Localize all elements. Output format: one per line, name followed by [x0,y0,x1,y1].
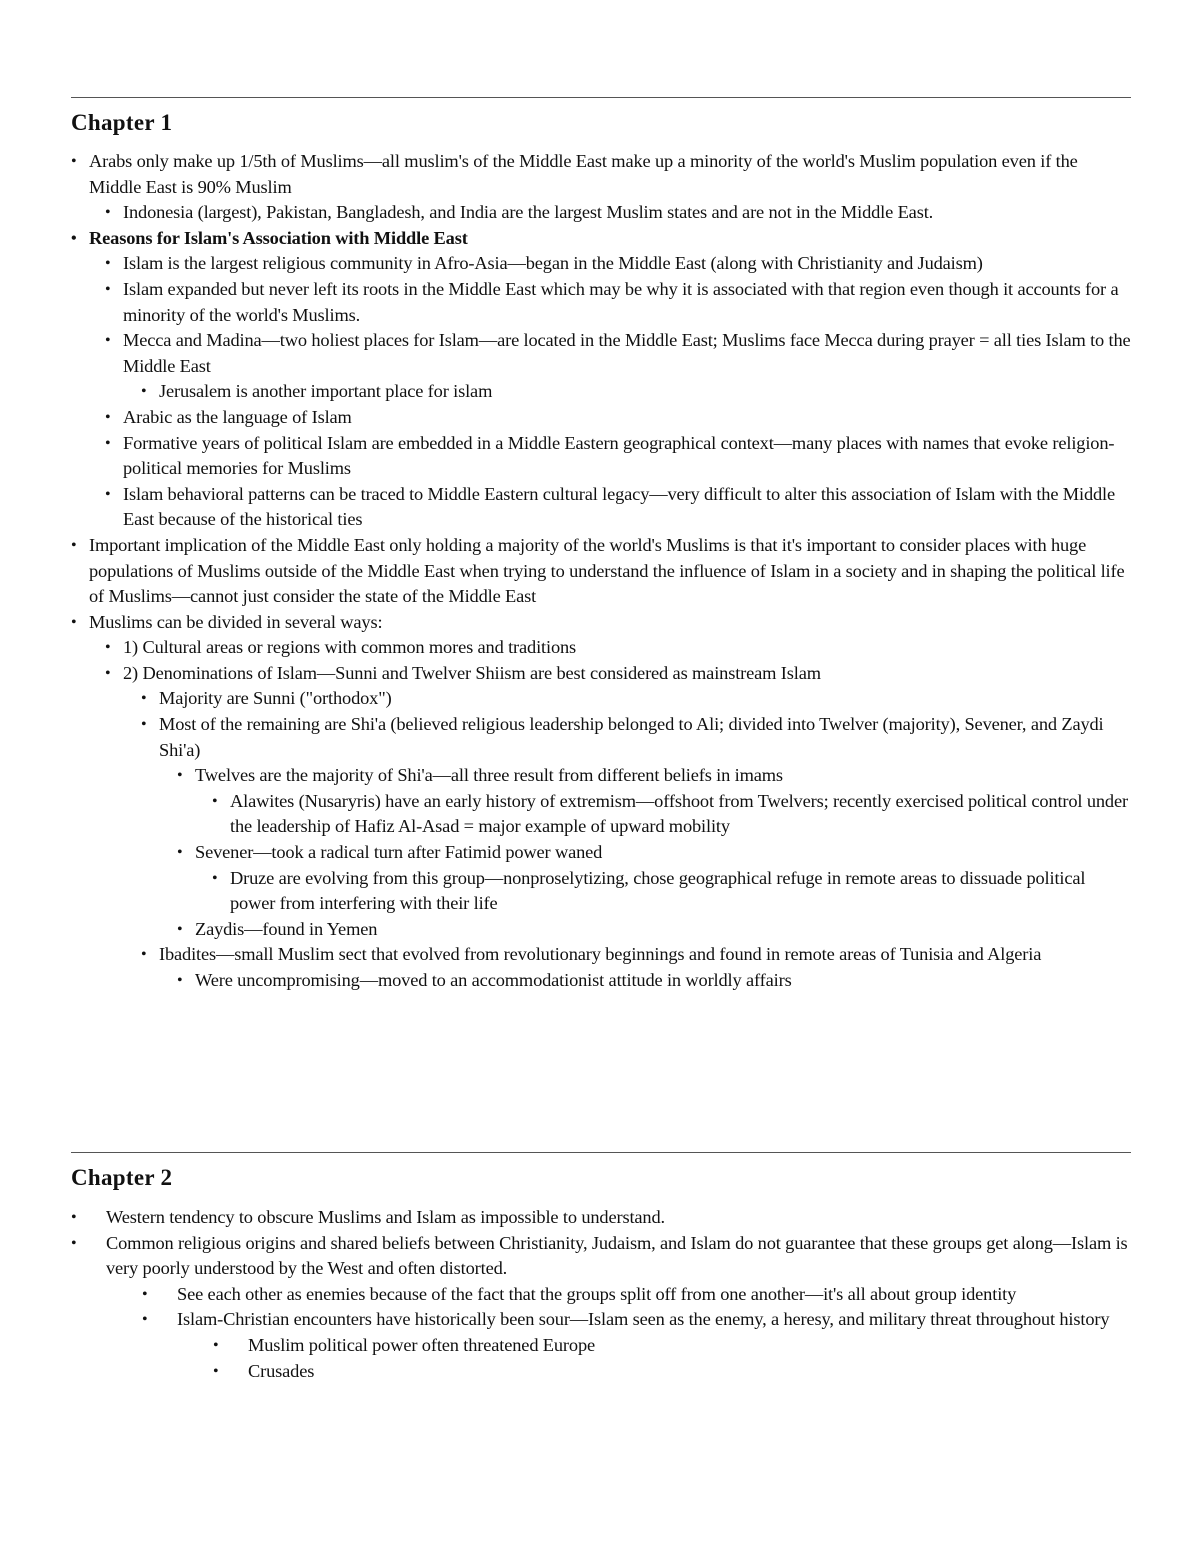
list-item: • Crusades [71,1359,1131,1385]
chapter-2-notes [71,1205,1131,1384]
list-item: • Important implication of the Middle East only holding a majority of the world's Muslims is that it's important to consider places with huge populations of Muslims outside of the Middle East when trying to understand the influence of Islam in a society and in shaping the political life of Muslims—cannot just consider the state of the Middle East [71,533,1131,610]
list-item: • Islam behavioral patterns can be traced to Middle Eastern cultural legacy—very difficult to alter this association of Islam with the Middle East because of the historical ties [71,482,1131,533]
list-item: • Majority are Sunni ("orthodox") [71,686,1131,712]
list-item: • Western tendency to obscure Muslims and Islam as impossible to understand. [71,1205,1131,1231]
list-item: • Arabic as the language of Islam [71,405,1131,431]
list-item: • Most of the remaining are Shi'a (believed religious leadership belonged to Ali; divided into Twelver (majority), Sevener, and Zaydi Shi'a) [71,712,1131,763]
list-item: • Common religious origins and shared beliefs between Christianity, Judaism, and Islam do not guarantee that these groups get along—Islam is very poorly understood by the West and often distorted. [71,1231,1131,1282]
list-item: • Muslim political power often threatened Europe [71,1333,1131,1359]
list-item: • Ibadites—small Muslim sect that evolved from revolutionary beginnings and found in remote areas of Tunisia and Algeria [71,942,1131,968]
chapter-1-notes [71,149,1131,994]
section-divider [71,97,1131,98]
list-item: • Arabs only make up 1/5th of Muslims—all muslim's of the Middle East make up a minority of the world's Muslim population even if the Middle East is 90% Muslim [71,149,1131,200]
list-item: • Islam-Christian encounters have historically been sour—Islam seen as the enemy, a heresy, and military threat throughout history [71,1307,1131,1333]
section-divider [71,1152,1131,1153]
list-item: • Islam expanded but never left its roots in the Middle East which may be why it is associated with that region even though it accounts for a minority of the world's Muslims. [71,277,1131,328]
list-item: • Muslims can be divided in several ways: [71,610,1131,636]
chapter-2-title: Chapter 2 [71,1165,173,1190]
list-item: • Sevener—took a radical turn after Fatimid power waned [71,840,1131,866]
list-item: • Indonesia (largest), Pakistan, Bangladesh, and India are the largest Muslim states and are not in the Middle East. [71,200,1131,226]
list-item: • Formative years of political Islam are embedded in a Middle Eastern geographical context—many places with names that evoke religion-political memories for Muslims [71,431,1131,482]
list-item: • Zaydis—found in Yemen [71,917,1131,943]
chapter-1-title: Chapter 1 [71,110,173,135]
list-item-heading: • Reasons for Islam's Association with Middle East [71,226,1131,252]
list-item: • Druze are evolving from this group—nonproselytizing, chose geographical refuge in remote areas to dissuade political power from interfering with their life [71,866,1131,917]
list-item: • 2) Denominations of Islam—Sunni and Twelver Shiism are best considered as mainstream Islam [71,661,1131,687]
list-item: • See each other as enemies because of the fact that the groups split off from one another—it's all about group identity [71,1282,1131,1308]
list-item: • Jerusalem is another important place for islam [71,379,1131,405]
list-item: • Islam is the largest religious community in Afro-Asia—began in the Middle East (along with Christianity and Judaism) [71,251,1131,277]
list-item: • Alawites (Nusaryris) have an early history of extremism—offshoot from Twelvers; recently exercised political control under the leadership of Hafiz Al-Asad = major example of upward mobility [71,789,1131,840]
list-item: • 1) Cultural areas or regions with common mores and traditions [71,635,1131,661]
list-item: • Twelves are the majority of Shi'a—all three result from different beliefs in imams [71,763,1131,789]
list-item: • Were uncompromising—moved to an accommodationist attitude in worldly affairs [71,968,1131,994]
list-item: • Mecca and Madina—two holiest places for Islam—are located in the Middle East; Muslims face Mecca during prayer = all ties Islam to the Middle East [71,328,1131,379]
